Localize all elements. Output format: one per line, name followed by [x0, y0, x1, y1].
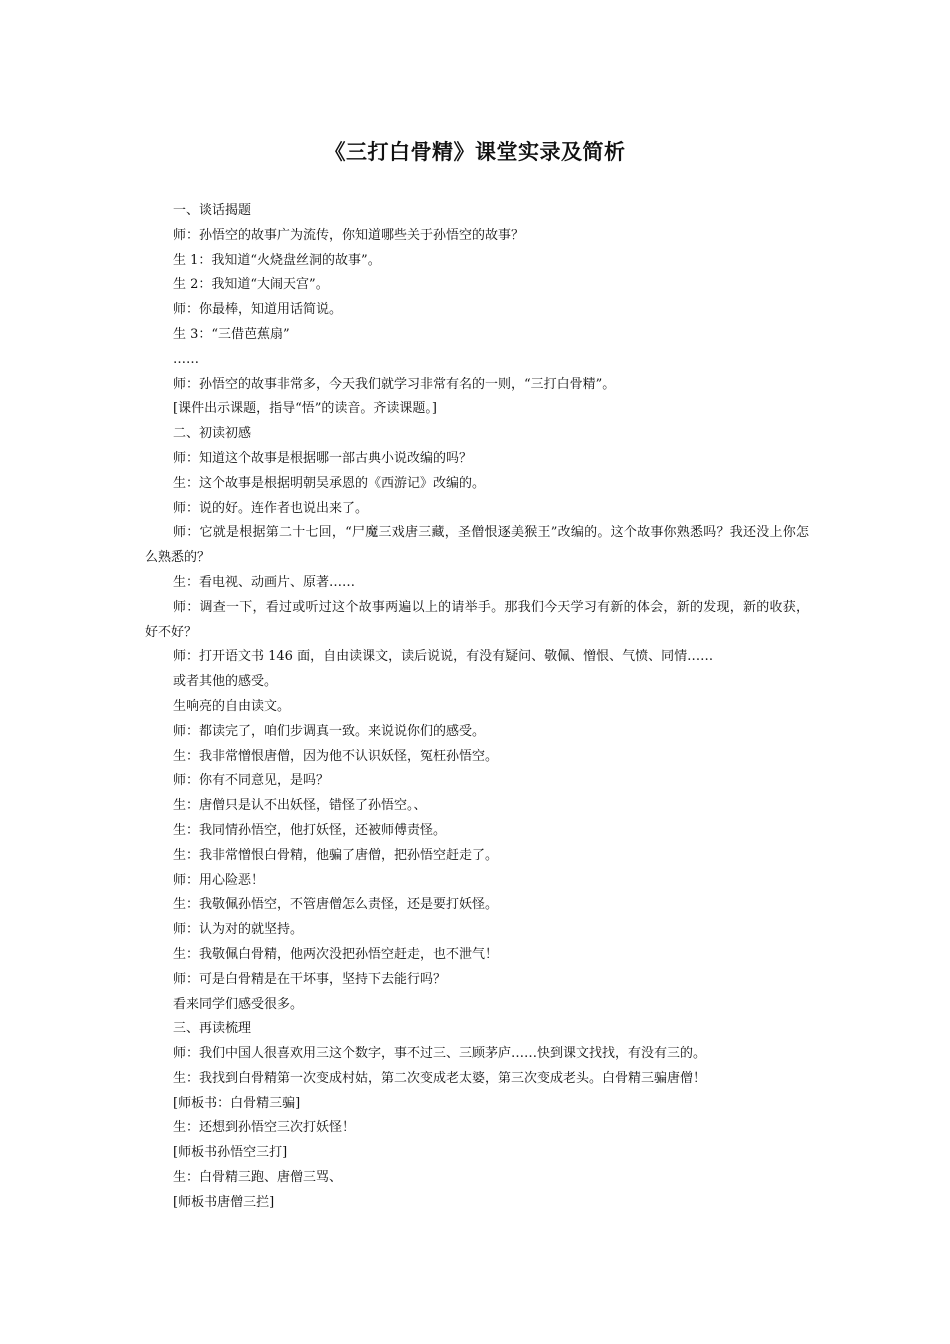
dialogue-line: 师：打开语文书 146 面，自由读课文，读后说说，有没有疑问、敬佩、憎恨、气愤、同情……	[173, 649, 714, 665]
dialogue-line: 生：我找到白骨精第一次变成村姑，第二次变成老太婆，第三次变成老头。白骨精三骗唐僧！	[173, 1070, 707, 1086]
dialogue-line: 师：你最棒，知道用话简说。	[173, 302, 343, 318]
dialogue-line: 生：我敬佩孙悟空，不管唐僧怎么责怪，还是要打妖怪。	[173, 897, 499, 913]
dialogue-line: 生：我同情孙悟空，他打妖怪，还被师傅责怪。	[173, 822, 447, 838]
dialogue-line: 师：孙悟空的故事非常多，今天我们就学习非常有名的一则，“三打白骨精”。	[173, 376, 616, 392]
stage-note: [师板书孙悟空三打]	[173, 1145, 288, 1161]
dialogue-line: 师：知道这个故事是根据哪一部古典小说改编的吗？	[173, 450, 473, 466]
dialogue-line: 师：用心险恶！	[173, 872, 265, 888]
dialogue-line: 师：你有不同意见，是吗？	[173, 773, 330, 789]
dialogue-line: 生：唐僧只是认不出妖怪，错怪了孙悟空。、	[173, 798, 427, 814]
stage-note: [课件出示课题，指导“悟”的读音。齐读课题。]	[173, 401, 437, 417]
section-heading: 二、初读初感	[173, 426, 252, 442]
stage-note: 生响亮的自由读文。	[173, 698, 291, 714]
dialogue-line: 生 1：我知道“火烧盘丝洞的故事”。	[173, 252, 381, 268]
stage-note: [师板书唐僧三拦]	[173, 1194, 275, 1210]
dialogue-line: 师：认为对的就坚持。	[173, 922, 304, 938]
stage-note: [师板书：白骨精三骗]	[173, 1095, 301, 1111]
dialogue-line: 生：白骨精三跑、唐僧三骂、	[173, 1170, 343, 1186]
dialogue-line: 师：它就是根据第二十七回，“尸魔三戏唐三藏，圣僧恨逐美猴王”改编的。这个故事你熟悉吗？我还没上你怎么熟悉的？	[145, 525, 809, 566]
dialogue-line: 师：调查一下，看过或听过这个故事两遍以上的请举手。那我们今天学习有新的体会，新的发现，新的收获，好不好？	[145, 599, 809, 640]
section-heading: 一、谈话揭题	[173, 203, 252, 218]
dialogue-line: 生：我非常憎恨白骨精，他骗了唐僧，把孙悟空赶走了。	[173, 847, 499, 863]
dialogue-line: 生 2：我知道“大闹天宫”。	[173, 277, 329, 293]
dialogue-line: 生：这个故事是根据明朝吴承恩的《西游记》改编的。	[173, 475, 486, 491]
dialogue-line: 生：看电视、动画片、原著……	[173, 574, 356, 590]
dialogue-line: 生：还想到孙悟空三次打妖怪！	[173, 1120, 356, 1136]
dialogue-line: 或者其他的感受。	[173, 674, 278, 690]
dialogue-line: 看来同学们感受很多。	[173, 996, 304, 1012]
dialogue-line: 师：我们中国人很喜欢用三这个数字，事不过三、三顾茅庐……快到课文找找，有没有三的。	[173, 1046, 707, 1062]
dialogue-line: 生 3：“三借芭蕉扇”	[173, 326, 290, 342]
dialogue-line: 师：都读完了，咱们步调真一致。来说说你们的感受。	[173, 723, 486, 739]
dialogue-line: 生：我非常憎恨唐僧，因为他不认识妖怪，冤枉孙悟空。	[173, 748, 499, 764]
dialogue-line: 师：孙悟空的故事广为流传，你知道哪些关于孙悟空的故事？	[173, 227, 525, 243]
ellipsis-line: ……	[173, 351, 199, 367]
dialogue-line: 师：可是白骨精是在干坏事，坚持下去能行吗？	[173, 971, 447, 987]
dialogue-line: 师：说的好。连作者也说出来了。	[173, 500, 369, 516]
section-heading: 三、再读梳理	[173, 1021, 252, 1037]
document-title: 《三打白骨精》课堂实录及简析	[324, 139, 626, 164]
dialogue-line: 生：我敬佩白骨精，他两次没把孙悟空赶走，也不泄气！	[173, 946, 499, 962]
document-body	[145, 199, 809, 1216]
